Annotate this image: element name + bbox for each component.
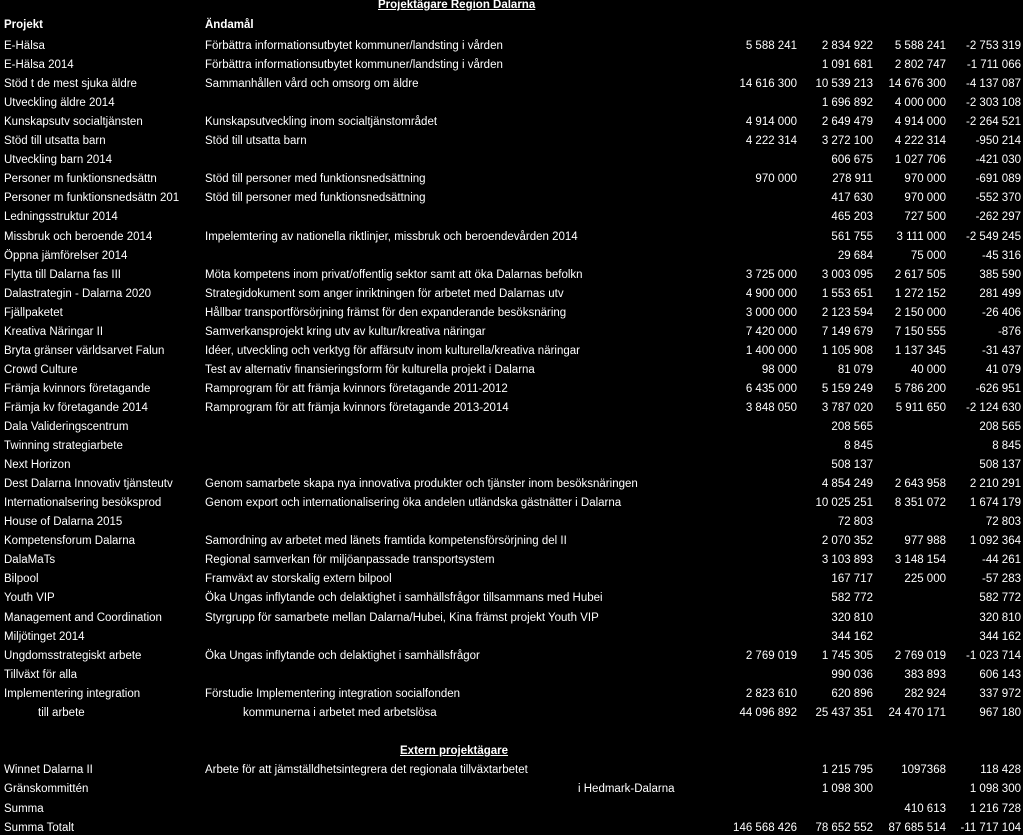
cell-value-3: 977 988 [904, 535, 946, 548]
cell-value-3: 5 786 200 [894, 382, 946, 395]
cell-projekt: Tillväxt för alla [4, 668, 78, 681]
cell-value-3: 1 137 345 [894, 344, 946, 357]
cell-value-2: 167 717 [831, 573, 873, 586]
cell-value-4: -26 406 [981, 306, 1021, 319]
cell-value-3: 225 000 [904, 573, 946, 586]
cell-value-3: 1097368 [901, 764, 946, 776]
cell-value-3: 24 470 171 [888, 706, 946, 719]
cell-value-2: 620 896 [831, 687, 873, 700]
cell-value-1: 2 823 610 [745, 687, 797, 700]
cell-value-3: 2 769 019 [894, 649, 946, 662]
cell-value-1: 14 616 300 [739, 78, 797, 91]
cell-value-2: 29 684 [837, 249, 873, 262]
cell-projekt: Implementering integration [4, 687, 141, 700]
cell-value-4: -691 089 [975, 173, 1021, 186]
cell-value-2: 1 745 305 [821, 649, 873, 662]
cell-value-2: 10 025 251 [815, 497, 873, 510]
cell-value-3: 4 222 314 [894, 135, 946, 148]
cell-andamal: Test av alternativ finansieringsform för kulturella projekt i Dalarna [205, 363, 535, 376]
cell-value-1: 4 900 000 [745, 287, 797, 300]
cell-value-1: 6 435 000 [745, 382, 797, 395]
cell-projekt: Ledningsstruktur 2014 [4, 211, 118, 224]
cell-value-4: 1 092 364 [969, 535, 1021, 548]
cell-projekt: Summa [4, 802, 44, 815]
cell-andamal: Styrgrupp för samarbete mellan Dalarna/Hubei, Kina främst projekt Youth VIP [205, 611, 599, 624]
cell-value-2: 3 103 893 [821, 554, 873, 567]
cell-value-2: 5 159 249 [821, 382, 873, 395]
cell-value-3: 75 000 [910, 249, 946, 262]
cell-value-4: -44 261 [981, 554, 1021, 567]
cell-value-4: -262 297 [975, 211, 1021, 224]
cell-value-3: 383 893 [904, 668, 946, 681]
cell-projekt: Öppna jämförelser 2014 [4, 249, 128, 262]
cell-andamal: Sammanhållen vård och omsorg om äldre [205, 78, 419, 91]
cell-value-3: 970 000 [904, 192, 946, 205]
cell-value-3: 3 148 154 [894, 554, 946, 567]
cell-projekt: Missbruk och beroende 2014 [4, 230, 153, 243]
cell-value-2: 3 003 095 [821, 268, 873, 281]
cell-projekt: Kompetensforum Dalarna [4, 535, 136, 548]
cell-andamal: Stöd till personer med funktionsnedsättning [205, 192, 426, 205]
cell-value-4: 337 972 [979, 687, 1021, 700]
cell-andamal: Regional samverkan för miljöanpassade transportsystem [205, 554, 495, 567]
table-title: Projektägare Region Dalarna [378, 0, 536, 11]
cell-projekt: Bilpool [4, 573, 39, 586]
cell-value-2: 2 834 922 [821, 40, 873, 52]
cell-value-4: 8 845 [992, 440, 1021, 453]
cell-value-3: 410 613 [904, 802, 946, 815]
cell-andamal: Framväxt av storskalig extern bilpool [205, 573, 392, 586]
cell-value-2: 8 845 [844, 440, 873, 453]
cell-value-2: 2 123 594 [821, 306, 873, 319]
section-title-extern: Extern projektägare [400, 745, 509, 757]
cell-value-1: 146 568 426 [733, 821, 797, 834]
cell-value-4: 606 143 [979, 668, 1021, 681]
cell-value-3: 5 588 241 [894, 40, 946, 52]
cell-projekt: Miljötinget 2014 [4, 630, 85, 643]
cell-value-3: 2 643 958 [894, 478, 946, 491]
cell-projekt: Dest Dalarna Innovativ tjänsteutv [4, 478, 173, 491]
cell-value-2: 1 091 681 [821, 59, 873, 72]
cell-projekt: Management and Coordination [4, 611, 162, 624]
cell-value-3: 2 617 505 [894, 268, 946, 281]
cell-andamal: Strategidokument som anger inriktningen för arbetet med Dalarnas utv [205, 287, 564, 300]
cell-value-1: 7 420 000 [745, 325, 797, 338]
cell-value-4: 2 210 291 [969, 478, 1021, 491]
cell-value-3: 4 914 000 [894, 116, 946, 129]
cell-projekt: E-Hälsa [4, 40, 45, 52]
cell-value-3: 2 802 747 [894, 59, 946, 72]
cell-projekt: Winnet Dalarna II [4, 764, 93, 776]
cell-andamal: Idéer, utveckling och verktyg för affärsutv inom kulturella/kreativa näringar [205, 344, 580, 357]
cell-andamal: Samordning av arbetet med länets framtida kompetensförsörjning del II [205, 535, 567, 548]
cell-value-4: -876 [997, 325, 1021, 338]
cell-andamal: Samverkansprojekt kring utv av kultur/kreativa näringar [205, 325, 486, 338]
cell-value-2: 10 539 213 [815, 78, 873, 91]
cell-value-4: -1 023 714 [966, 649, 1021, 662]
cell-value-2: 2 070 352 [821, 535, 873, 548]
cell-andamal: Ramprogram för att främja kvinnors företagande 2011-2012 [205, 382, 508, 395]
cell-value-1: 3 000 000 [745, 306, 797, 319]
cell-value-1: 44 096 892 [739, 706, 797, 719]
cell-projekt: Summa Totalt [4, 821, 75, 834]
cell-value-2: 582 772 [831, 592, 873, 605]
cell-andamal: Genom samarbete skapa nya innovativa produkter och tjänster inom besöksnäringen [205, 478, 638, 491]
cell-andamal: Öka Ungas inflytande och delaktighet i samhällsfrågor [205, 649, 480, 662]
cell-value-4: -4 137 087 [966, 78, 1021, 91]
cell-value-1: 98 000 [761, 363, 797, 376]
cell-value-3: 282 924 [904, 687, 946, 700]
cell-andamal: Stöd till personer med funktionsnedsättning [205, 173, 426, 186]
cell-value-4: -2 264 521 [966, 116, 1021, 129]
cell-andamal: Ramprogram för att främja kvinnors företagande 2013-2014 [205, 401, 509, 414]
cell-value-3: 3 111 000 [896, 230, 946, 243]
cell-andamal: Kunskapsutveckling inom socialtjänstområdet [205, 116, 438, 129]
cell-projekt: Crowd Culture [4, 363, 78, 376]
cell-projekt: Dala Valideringscentrum [4, 421, 129, 433]
cell-value-4: 118 428 [980, 764, 1021, 776]
cell-value-2: 990 036 [831, 668, 873, 681]
cell-value-4: 508 137 [979, 459, 1021, 472]
cell-projekt: Främja kvinnors företagande [4, 382, 151, 395]
cell-value-2: 1 105 908 [821, 344, 873, 357]
cell-value-4: -1 711 066 [966, 59, 1021, 72]
cell-projekt: Next Horizon [4, 459, 71, 472]
cell-value-4: 967 180 [979, 706, 1021, 719]
cell-projekt: Bryta gränser världsarvet Falun [4, 344, 165, 357]
cell-value-4: -2 549 245 [966, 230, 1021, 243]
cell-value-2: 606 675 [831, 154, 873, 167]
cell-value-2: 417 630 [831, 192, 873, 205]
cell-projekt: Fjällpaketet [4, 306, 63, 319]
column-header-andamal: Ändamål [205, 19, 254, 31]
cell-value-4: -626 951 [975, 382, 1021, 395]
cell-value-3: 87 685 514 [888, 821, 946, 834]
cell-projekt: Twinning strategiarbete [4, 440, 123, 453]
cell-value-4: -2 124 630 [966, 401, 1021, 414]
cell-value-3: 8 351 072 [894, 497, 946, 510]
cell-value-1: 2 769 019 [745, 649, 797, 662]
cell-andamal: Förbättra informationsutbytet kommuner/landsting i vården [205, 59, 503, 72]
cell-value-4: -2 753 319 [966, 40, 1021, 52]
cell-value-2: 78 652 552 [815, 821, 873, 834]
cell-projekt: Stöd t de mest sjuka äldre [4, 78, 137, 91]
cell-value-3: 1 272 152 [894, 287, 946, 300]
cell-value-1: 4 222 314 [745, 135, 797, 148]
cell-value-4: 344 162 [979, 630, 1021, 643]
cell-andamal: Impelemtering av nationella riktlinjer, missbruk och beroendevården 2014 [205, 230, 578, 243]
cell-value-1: 3 848 050 [745, 401, 797, 414]
cell-andamal: Möta kompetens inom privat/offentlig sektor samt att öka Dalarnas befolkn [205, 268, 583, 281]
cell-value-2: 208 565 [831, 421, 873, 433]
cell-andamal: Förbättra informationsutbytet kommuner/landsting i vården [205, 40, 503, 52]
cell-value-3: 1 027 706 [894, 154, 946, 167]
cell-value-4: -552 370 [975, 192, 1021, 205]
cell-value-4: 208 565 [979, 421, 1021, 433]
cell-value-4: 1 216 728 [969, 802, 1021, 815]
cell-andamal: Genom export och internationalisering öka andelen utländska gästnätter i Dalarna [205, 497, 622, 510]
cell-projekt: Kreativa Näringar II [4, 325, 104, 338]
cell-value-3: 5 911 650 [895, 401, 946, 414]
cell-value-2: 2 649 479 [821, 116, 873, 129]
cell-value-3: 2 150 000 [894, 306, 946, 319]
cell-value-2: 1 098 300 [821, 783, 873, 796]
cell-projekt: Kunskapsutv socialtjänsten [4, 116, 143, 129]
cell-value-2: 278 911 [832, 173, 873, 186]
cell-value-4: 1 098 300 [969, 783, 1021, 796]
cell-projekt: Gränskommittén [4, 783, 89, 796]
cell-value-4: 281 499 [979, 287, 1021, 300]
cell-projekt: E-Hälsa 2014 [4, 59, 74, 72]
cell-value-4: 385 590 [979, 268, 1021, 281]
cell-projekt: Internationalsering besöksprod [4, 497, 162, 510]
cell-andamal: Förstudie Implementering integration socialfonden [205, 687, 461, 700]
cell-andamal: Arbete för att jämställdhetsintegrera det regionala tillväxtarbetet [205, 764, 528, 776]
cell-andamal: Stöd till utsatta barn [205, 135, 307, 148]
cell-value-1: 1 400 000 [745, 344, 797, 357]
cell-value-2: 4 854 249 [821, 478, 873, 491]
cell-value-4: 320 810 [979, 611, 1021, 624]
cell-value-1: 970 000 [755, 173, 797, 186]
cell-value-4: -31 437 [981, 344, 1021, 357]
cell-value-4: -45 316 [981, 249, 1021, 262]
cell-value-4: -57 283 [981, 573, 1021, 586]
cell-value-4: -421 030 [975, 154, 1021, 167]
cell-value-4: 41 079 [985, 363, 1021, 376]
cell-value-4: -950 214 [975, 135, 1021, 148]
cell-value-2: 1 696 892 [821, 97, 873, 110]
cell-value-4: -11 717 104 [960, 821, 1021, 834]
cell-value-3: 7 150 555 [894, 325, 946, 338]
cell-value-4: 582 772 [979, 592, 1021, 605]
cell-value-2: 344 162 [831, 630, 873, 643]
cell-value-3: 4 000 000 [894, 97, 946, 110]
cell-value-1: 5 588 241 [745, 40, 797, 52]
cell-value-2: 508 137 [831, 459, 873, 472]
cell-projekt: Utveckling barn 2014 [4, 154, 113, 167]
cell-value-3: 14 676 300 [888, 78, 946, 91]
cell-value-4: 1 674 179 [969, 497, 1021, 510]
cell-projekt: Främja kv företagande 2014 [4, 401, 148, 414]
column-header-projekt: Projekt [4, 19, 43, 31]
cell-andamal: i Hedmark-Dalarna [578, 783, 675, 796]
cell-value-2: 7 149 679 [821, 325, 873, 338]
cell-value-3: 970 000 [904, 173, 946, 186]
cell-value-2: 25 437 351 [815, 706, 873, 719]
cell-value-2: 320 810 [831, 611, 873, 624]
cell-value-4: 72 803 [985, 516, 1021, 529]
cell-andamal: Hållbar transportförsörjning främst för den expanderande besöksnäring [205, 306, 567, 319]
cell-projekt: Ungdomsstrategiskt arbete [4, 649, 142, 662]
cell-projekt: Dalastrategin - Dalarna 2020 [4, 287, 152, 300]
cell-value-2: 561 755 [831, 230, 873, 243]
cell-value-1: 4 914 000 [745, 116, 797, 129]
cell-projekt: till arbete [38, 706, 85, 719]
cell-value-2: 72 803 [837, 516, 873, 529]
cell-value-3: 727 500 [904, 211, 946, 224]
cell-projekt: DalaMaTs [4, 554, 56, 567]
cell-projekt: Personer m funktionsnedsättn [4, 173, 157, 186]
cell-projekt: House of Dalarna 2015 [4, 516, 123, 529]
cell-value-2: 3 787 020 [821, 401, 873, 414]
cell-projekt: Utveckling äldre 2014 [4, 97, 115, 110]
cell-projekt: Stöd till utsatta barn [4, 135, 106, 148]
cell-value-2: 1 215 795 [821, 764, 873, 776]
cell-andamal: Öka Ungas inflytande och delaktighet i samhällsfrågor tillsammans med Hubei [205, 592, 603, 605]
cell-projekt: Personer m funktionsnedsättn 201 [4, 192, 180, 205]
cell-projekt: Flytta till Dalarna fas III [4, 268, 121, 281]
cell-andamal: kommunerna i arbetet med arbetslösa [243, 706, 437, 719]
cell-value-2: 3 272 100 [821, 135, 873, 148]
cell-projekt: Youth VIP [4, 592, 55, 605]
cell-value-1: 3 725 000 [745, 268, 797, 281]
cell-value-4: -2 303 108 [966, 97, 1021, 110]
cell-value-2: 1 553 651 [821, 287, 873, 300]
cell-value-2: 465 203 [831, 211, 873, 224]
cell-value-2: 81 079 [837, 363, 873, 376]
cell-value-3: 40 000 [910, 363, 946, 376]
